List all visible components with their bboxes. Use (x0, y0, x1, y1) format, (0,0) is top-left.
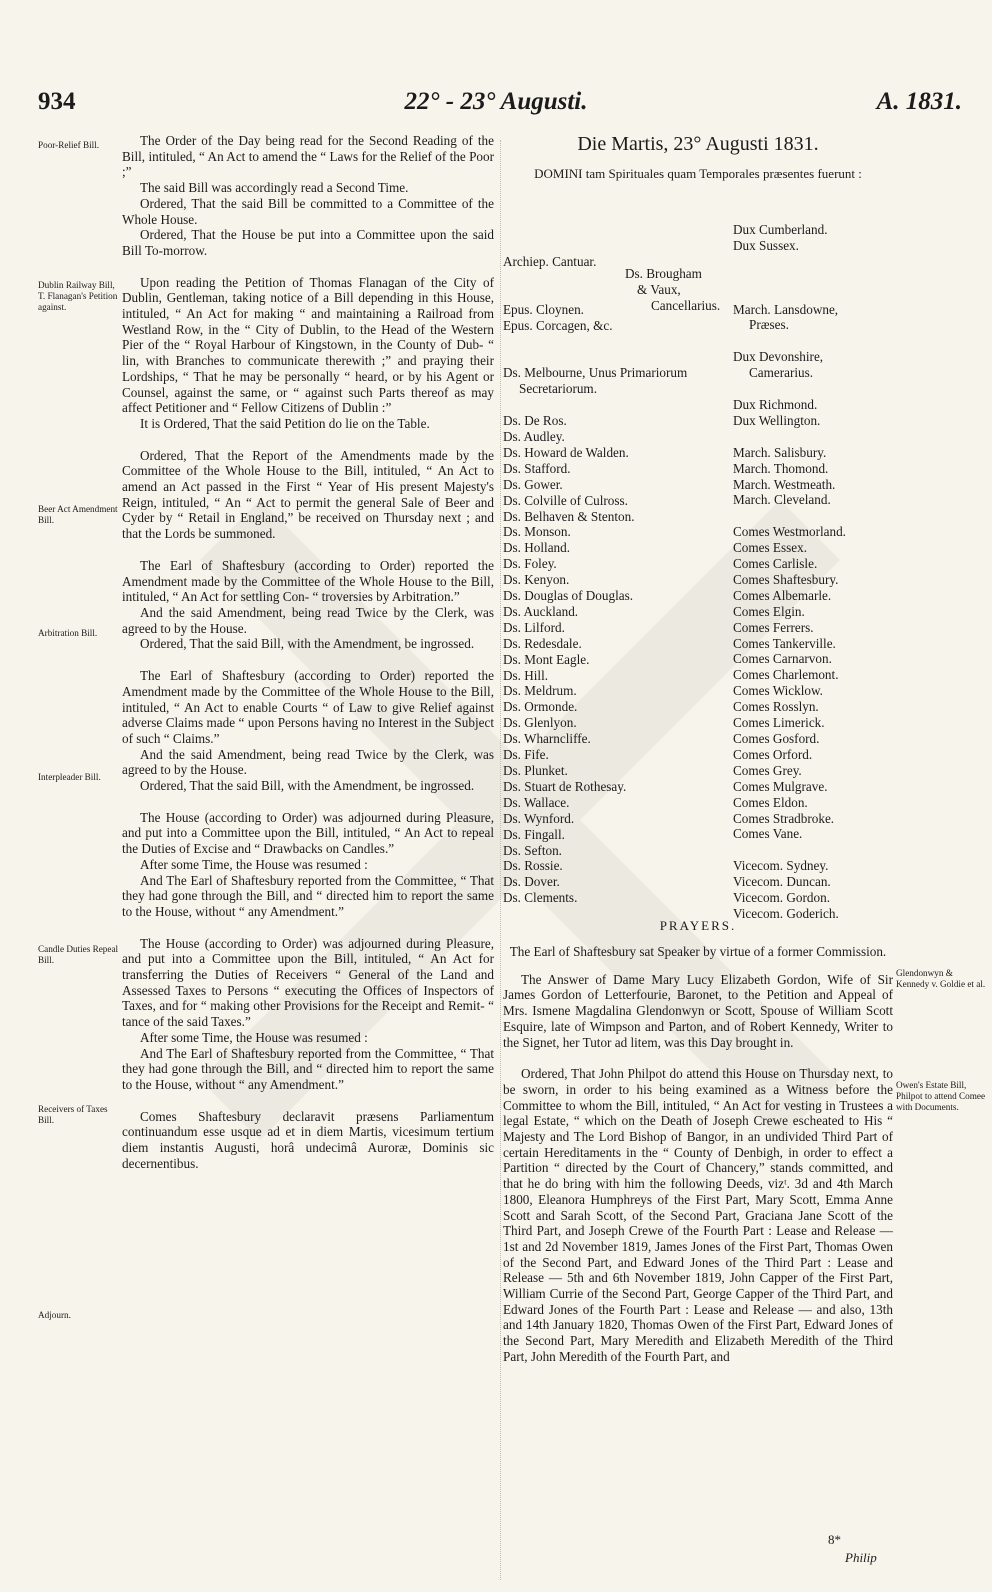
paragraph: And the said Amendment, being read Twice by the Clerk, was agreed to by the House. (122, 746, 494, 778)
lord-entry: Ds. Melbourne, Unus Primariorum (503, 365, 688, 381)
lord-entry: March. Cleveland. (733, 492, 831, 508)
list-spacer (733, 254, 903, 270)
margin-note: Dublin Railway Bill, T. Flanagan's Petition against. (38, 280, 118, 312)
left-column-body (122, 133, 494, 1171)
present-label: tam Spirituales quam Temporales præsentes fuerunt : (585, 166, 862, 181)
lord-entry: Ds. Wallace. (503, 794, 570, 810)
sitting-date: Die Martis, 23° Augusti 1831. (577, 133, 819, 155)
lords-present-list (503, 182, 893, 921)
column-divider (500, 140, 501, 1580)
lord-entry: Dux Richmond. (733, 396, 818, 412)
lord-entry: Comes Carlisle. (733, 556, 818, 572)
list-spacer (733, 381, 903, 397)
paragraph: Ordered, That the House be put into a Committee upon the said Bill To-morrow. (122, 227, 494, 258)
lord-entry: Vicecom. Goderich. (733, 905, 839, 921)
prayers-heading: PRAYERS. (659, 918, 737, 933)
paragraph: The said Bill was accordingly read a Second Time. (140, 180, 409, 196)
lord-entry: Ds. Lilford. (503, 619, 565, 635)
lord-entry: Comes Albemarle. (733, 587, 832, 603)
lord-entry: Ds. Monson. (503, 524, 571, 540)
lord-chancellor (625, 266, 745, 314)
paragraph: And The Earl of Shaftesbury reported from the Committee, “ That they had gone through the Bill, and “ directed him to report the same to the House, without “ any Amendment.” (122, 872, 494, 919)
lord-entry: Ds. Kenyon. (503, 572, 570, 588)
paragraph: The Order of the Day being read for the Second Reading of the Bill, intituled, “ An Act to amend the “ Laws for the Relief of the Poor ;” (122, 133, 494, 180)
lord-entry: Ds. Fingall. (503, 826, 565, 842)
catchword: Philip (845, 1550, 877, 1565)
margin-note: Candle Duties Repeal Bill. (38, 944, 119, 965)
lord-entry: Præses. (749, 317, 789, 333)
paragraph: Ordered, That John Philpot do attend this House on Thursday next, to be sworn, in order to his being examined as a Witness before the Committee to whom the Bill, intituled, “ An Act for vesting in Trustees a legal Estate, “ which on the Death of Joseph Crewe escheated to His “ Majesty and The Lord Bishop of Bangor, in an undivided Third Part of certain Hereditaments in the “ County of Denbigh, in order to effect a Partition “ directed by the Court of Chancery,” stands committed, and that he do bring with him the following Deeds, vizᵗ. 3d and 4th March 1800, Eleanora Humphreys of the First Part, Mary Scott, Emma Anne Scott and Sarah Scott, of the Second Part, Graciana Jane Scott of the Third Part, and Joseph Crewe of the Fourth Part : Lease and Release — 1st and 2d November 1819, James Jones of the First Part, Thomas Owen of the Second Part, and Edward Jones of the Third Part : Lease and Release — 5th and 6th November 1819, John Capper of the First Part, William Currie of the Second Part, George Capper of the Third Part, and Edward Jones of the Fourth Part : Lease and Release — and also, 13th and 14th January 1820, Thomas Owen of the First Part, Edward Jones of the Second Part, Mary Meredith and Elizabeth Meredith of the Third Part, John Meredith of the Fourth Part, and (503, 1066, 893, 1364)
lord-entry: Ds. Clements. (503, 890, 578, 906)
paragraph: Upon reading the Petition of Thomas Flanagan of the City of Dublin, Gentleman, taking notice of a Bill depending in this House, intituled, “ An Act for making “ and maintaining a Railroad from Westland Row, in the “ City of Dublin, to the Head of the Western Pier of the “ Royal Harbour of Kingstown, in the County of Dub- “ lin, with Branches to communicate therewith ;” and praying their Lordships, “ That he may be personally “ heard, or by his Agent or Counsel, against the same, or “ against such Parts thereof as may affect Petitioner and “ Fellow Citizens of Dublin :” (122, 274, 494, 416)
lord-entry: Ds. Wynford. (503, 810, 575, 826)
lord-entry: Ds. Ormonde. (503, 699, 578, 715)
lord-entry: Dux Sussex. (733, 237, 799, 253)
lord-entry: Comes Wicklow. (733, 683, 823, 699)
page-year: A. 1831. (876, 88, 962, 115)
lords-left-column (503, 254, 733, 906)
lord-entry: Ds. Stuart de Rothesay. (503, 778, 627, 794)
list-spacer (733, 333, 903, 349)
right-column-body (503, 133, 893, 1365)
paragraph: After some Time, the House was resumed : (140, 856, 368, 872)
paragraph: Comes Shaftesbury declaravit præsens Parliamentum continuandum esse usque ad et in diem Martis, vicesimum tertium diem instantis Augusti, horâ undecimâ Auroræ, Dominis sic decernentibus. (122, 1108, 494, 1171)
signature-mark: 8* (828, 1532, 841, 1547)
lord-entry: March. Salisbury. (733, 444, 827, 460)
list-spacer (503, 334, 733, 350)
paragraph: And the said Amendment, being read Twice by the Clerk, was agreed to by the House. (122, 604, 494, 636)
margin-note: Adjourn. (38, 1310, 71, 1320)
lords-present-heading (503, 166, 893, 182)
entry-interpleader (122, 668, 494, 794)
lord-entry: March. Thomond. (733, 460, 829, 476)
lord-entry: Ds. Auckland. (503, 603, 579, 619)
lord-entry: Ds. Colville of Culross. (503, 492, 628, 508)
lord-entry: Comes Limerick. (733, 715, 825, 731)
lord-entry: Comes Elgin. (733, 603, 805, 619)
paragraph: Ordered, That the Report of the Amendments made by the Committee of the Whole House to the Bill, intituled, “ An Act to amend an Act passed in the First “ Year of His present Majesty's Reign, intituled, “ An “ Act to permit the general Sale of Beer and Cyder by “ Retail in England,” be received on Thursday next ; and that the Lords be summoned. (122, 447, 494, 542)
lord-entry: Comes Eldon. (733, 794, 808, 810)
entry-glendonwyn (503, 972, 893, 1051)
paragraph: The House (according to Order) was adjourned during Pleasure, and put into a Committee upon the Bill, intituled, “ An Act to repeal the Duties of Excise and “ Drawbacks on Candles.” (122, 809, 494, 857)
lord-entry: Ds. Wharncliffe. (503, 731, 591, 747)
paragraph: It is Ordered, That the said Petition do lie on the Table. (140, 415, 430, 431)
margin-note: Receivers of Taxes Bill. (38, 1104, 108, 1125)
entry-candle-duties (122, 810, 494, 920)
list-spacer (733, 842, 903, 858)
lord-entry: Cancellarius. (651, 297, 721, 313)
lord-entry: Comes Tankerville. (733, 635, 836, 651)
lord-entry: Comes Shaftesbury. (733, 571, 839, 587)
lord-entry: Comes Grey. (733, 762, 802, 778)
lord-entry: Ds. Meldrum. (503, 683, 577, 699)
list-spacer (733, 286, 903, 302)
lord-entry: Ds. Gower. (503, 476, 563, 492)
domini-label: DOMINI (534, 166, 583, 181)
lord-entry: Ds. Belhaven & Stenton. (503, 508, 635, 524)
lord-entry: Camerarius. (749, 365, 814, 381)
lord-entry: March. Westmeath. (733, 476, 836, 492)
lord-entry: Dux Wellington. (733, 412, 821, 428)
lord-entry: Comes Rosslyn. (733, 699, 819, 715)
page-number: 934 (38, 88, 76, 115)
lord-entry: Comes Stradbroke. (733, 810, 835, 826)
lord-entry: Ds. Dover. (503, 874, 560, 890)
lord-entry: Comes Orford. (733, 746, 813, 762)
paragraph: The Earl of Shaftesbury (according to Order) reported the Amendment made by the Committee of the Whole House to the Bill, intituled, “ An Act for settling Con- “ troversies by Arbitration.” (122, 557, 494, 605)
paragraph: Ordered, That the said Bill, with the Amendment, be ingrossed. (140, 636, 475, 652)
lord-entry: Comes Vane. (733, 826, 803, 842)
lord-entry: Ds. Redesdale. (503, 635, 582, 651)
entry-poor-relief (122, 133, 494, 259)
paragraph: Ordered, That the said Bill be committed to a Committee of the Whole House. (122, 195, 494, 227)
paragraph: The House (according to Order) was adjourned during Pleasure, and put into a Committee upon the Bill, intituled, “ An Act for transferring the Duties of Receivers “ General of the Land and Assessed Taxes to Persons “ executing the Offices of Inspectors of Taxes, and for “ making other Provisions for the Receipt and Remit- “ tance of the said Taxes.” (122, 935, 494, 1030)
paragraph: And The Earl of Shaftesbury reported from the Committee, “ That they had gone through the Bill, and “ directed him to report the same to the House, without “ any Amendment.” (122, 1045, 494, 1092)
lord-entry: Ds. Audley. (503, 428, 565, 444)
lord-entry: Comes Essex. (733, 540, 807, 556)
lord-entry: Comes Gosford. (733, 731, 820, 746)
lord-entry: Ds. De Ros. (503, 413, 567, 429)
lord-entry: Ds. Sefton. (503, 842, 562, 858)
entry-receivers-taxes (122, 936, 494, 1093)
lord-entry: Ds. Holland. (503, 540, 571, 556)
lords-right-column (733, 222, 903, 922)
paragraph: After some Time, the House was resumed : (140, 1029, 368, 1045)
margin-note: Poor-Relief Bill. (38, 140, 100, 150)
margin-note: Arbitration Bill. (38, 628, 98, 638)
entry-arbitration (122, 558, 494, 652)
margin-note: Glendonwyn & Kennedy v. Goldie et al. (896, 968, 986, 989)
lord-entry: Comes Ferrers. (733, 619, 814, 635)
margin-note: Owen's Estate Bill, Philpot to attend Comee with Documents. (896, 1080, 986, 1112)
lord-entry: Dux Devonshire, (733, 349, 824, 365)
entry-adjourn (122, 1109, 494, 1172)
lord-entry: Ds. Plunket. (503, 763, 568, 778)
lord-entry: Archiep. Cantuar. (503, 254, 597, 269)
margin-note: Beer Act Amendment Bill. (38, 504, 118, 525)
paragraph: The Answer of Dame Mary Lucy Elizabeth Gordon, Wife of Sir James Gordon of Letterfourie, Baronet, to the Petition and Appeal of Mrs. Ismene Magdalina Glendonwyn or Scott, Spouse of William Scott Esquire, late of Wimpson and Parton, and of Robert Kennedy, Writer to the Signet, her Tutor ad litem, was this Day brought in. (503, 971, 893, 1050)
lord-entry: Comes Mulgrave. (733, 778, 828, 794)
lord-entry: Ds. Fife. (503, 747, 549, 763)
lord-entry: Ds. Foley. (503, 556, 557, 572)
lord-entry: Vicecom. Sydney. (733, 858, 829, 874)
lord-entry: Comes Westmorland. (733, 524, 846, 540)
list-spacer (503, 397, 733, 413)
lord-entry: Ds. Howard de Walden. (503, 444, 629, 460)
page-title: 22° - 23° Augusti. (404, 88, 588, 115)
paragraph: The Earl of Shaftesbury (according to Order) reported the Amendment made by the Committee of the Whole House to the Bill, intituled, “ An Act to enable Courts “ of Law to give Relief against adverse Claims made “ upon Persons having no Interest in the Subject of such “ Claims.” (122, 668, 494, 746)
lord-entry: Comes Carnarvon. (733, 651, 832, 667)
lord-entry: & Vaux, (637, 281, 681, 297)
list-spacer (733, 429, 903, 445)
lord-entry: Ds. Glenlyon. (503, 715, 577, 731)
entry-dublin-railway (122, 275, 494, 432)
lord-entry: Dux Cumberland. (733, 222, 828, 237)
page-header (30, 84, 962, 124)
paragraph: Ordered, That the said Bill, with the Amendment, be ingrossed. (140, 778, 475, 794)
list-spacer (733, 508, 903, 524)
lord-entry: Ds. Douglas of Douglas. (503, 588, 634, 604)
lord-entry: Epus. Cloynen. (503, 301, 584, 317)
lord-entry: Ds. Brougham (625, 266, 702, 281)
lord-entry: Ds. Hill. (503, 667, 549, 683)
list-spacer (733, 270, 903, 286)
lord-entry: Vicecom. Duncan. (733, 874, 831, 890)
list-spacer (503, 349, 733, 365)
lord-entry: Comes Charlemont. (733, 667, 839, 683)
entry-owens-estate (503, 1066, 893, 1364)
lord-entry: Secretariorum. (519, 381, 597, 397)
margin-note: Interpleader Bill. (38, 772, 101, 782)
lord-entry: March. Lansdowne, (733, 301, 839, 317)
lord-entry: Vicecom. Gordon. (733, 890, 830, 906)
lord-entry: Ds. Stafford. (503, 460, 571, 476)
lord-entry: Ds. Mont Eagle. (503, 651, 590, 667)
lord-entry: Ds. Rossie. (503, 858, 563, 874)
entry-beer-act (122, 448, 494, 542)
lord-entry: Epus. Corcagen, &c. (503, 317, 613, 333)
speaker-line: The Earl of Shaftesbury sat Speaker by virtue of a former Commission. (509, 944, 887, 959)
